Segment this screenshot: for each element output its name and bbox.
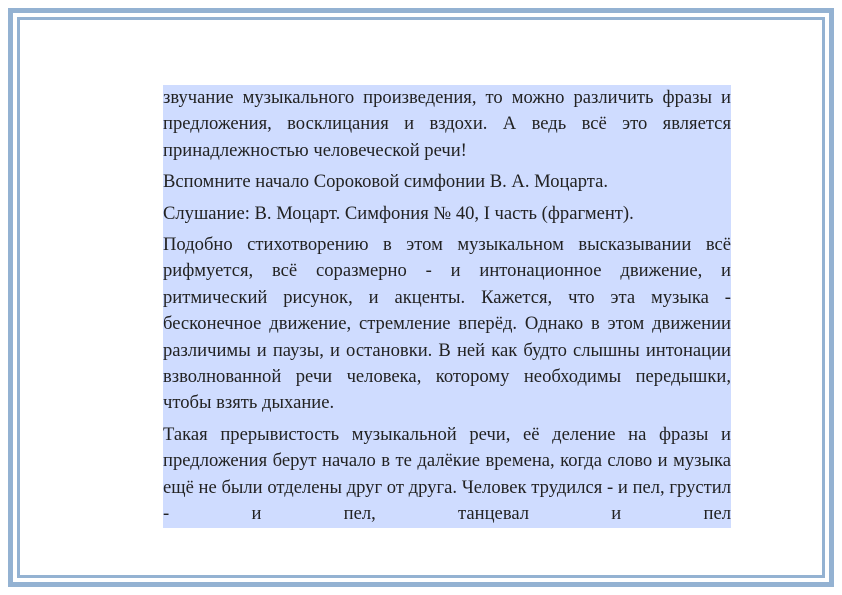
highlighted-text-block	[163, 85, 731, 528]
paragraph-5: Такая прерывистость музыкальной речи, её деление на фразы и предложения берут начало в те далёкие времена, когда слово и музыка ещё не были отделены друг от друга. Человек трудился - и пел, грустил - и пел, танцевал и пел	[163, 423, 731, 525]
paragraph-1: звучание музыкального произведения, то можно различить фразы и предложения, восклицания и вздохи. А ведь всё это является принадлежностью человеческой речи!	[163, 87, 731, 161]
paragraph-3: Слушание: В. Моцарт. Симфония № 40, I часть (фрагмент).	[163, 202, 634, 224]
paragraph-4: Подобно стихотворению в этом музыкальном высказывании всё рифмуется, всё соразмерно - и интонационное движение, и ритмический рисунок, и акценты. Кажется, что эта музыка - бесконечное движение, стремление вперёд. Однако в этом движении различимы и паузы, и остановки. В ней как будто слышны интонации взволнованной речи человека, которому необходимы передышки, чтобы взять дыхание.	[163, 234, 731, 414]
paragraph-2: Вспомните начало Сороковой симфонии В. А. Моцарта.	[163, 171, 609, 193]
